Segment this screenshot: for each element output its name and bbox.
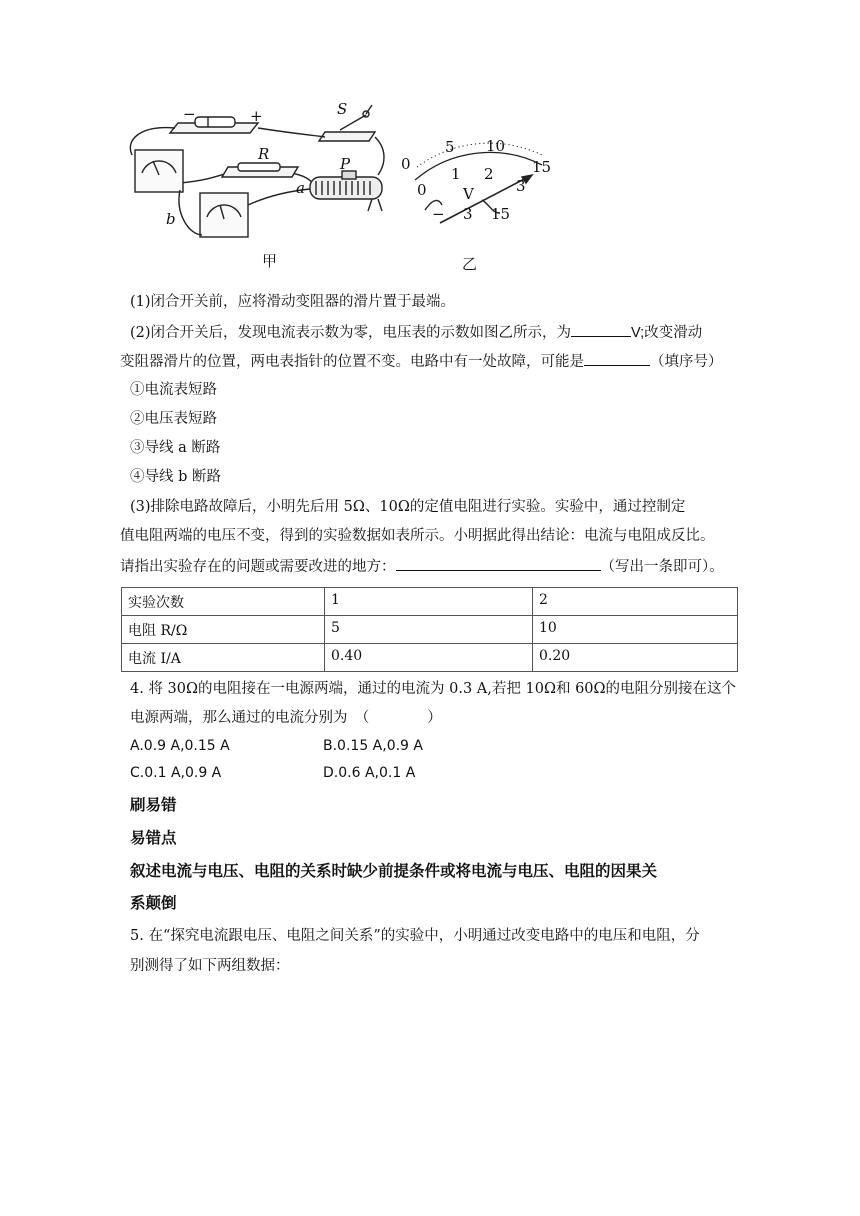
section-heading: 刷易错	[130, 795, 177, 814]
table-cell: 0.40	[325, 644, 533, 672]
scale-bottom-1: 1	[451, 165, 461, 183]
section-subheading: 易错点	[130, 828, 177, 847]
q5-line1: 5. 在“探究电流跟电压、电阻之间关系”的实验中，小明通过改变电路中的电压和电阻，分	[130, 928, 700, 944]
q5-line2: 别测得了如下两组数据：	[130, 958, 290, 974]
q3-part3-text-c: 请指出实验存在的问题或需要改进的地方：	[120, 559, 396, 575]
q4-line1: 4. 将 30Ω的电阻接在一电源两端，通过的电流为 0.3 A,若把 10Ω和 60Ω的电阻分别接在这个	[130, 681, 737, 697]
q3-part3-line1: (3)排除电路故障后，小明先后用 5Ω、10Ω的定值电阻进行实验。实验中，通过控制定	[130, 499, 686, 515]
q3-part3-line2: 值电阻两端的电压不变，得到的实验数据如表所示。小明据此得出结论：电流与电阻成反比。	[120, 528, 715, 544]
choice-c[interactable]: C.0.1 A,0.9 A	[130, 765, 222, 781]
q3-part3-text-d: （写出一条即可）。	[600, 559, 724, 575]
table-row	[122, 644, 738, 672]
q3-part2-text-c: 变阻器滑片的位置，两电表指针的位置不变。电路中有一处故障，可能是	[120, 354, 584, 370]
scale-top-10: 10	[486, 137, 506, 155]
terminal-3: 3	[463, 205, 473, 223]
experiment-data-table	[121, 587, 738, 672]
scale-top-5: 5	[445, 138, 455, 156]
section-topic-line1: 叙述电流与电压、电阻的关系时缺少前提条件或将电流与电压、电阻的因果关	[130, 861, 658, 880]
table-cell: 10	[533, 616, 738, 644]
q3-part1: (1)闭合开关前，应将滑动变阻器的滑片置于最端。	[130, 294, 456, 310]
scale-bottom-3: 3	[516, 177, 526, 195]
battery-minus-label: −	[183, 105, 196, 123]
terminal-minus: −	[432, 205, 445, 223]
q3-part2-text-a: (2)闭合开关后，发现电流表示数为零，电压表的示数如图乙所示，为	[130, 325, 572, 341]
table-row	[122, 588, 738, 616]
option-item: ①电流表短路	[130, 382, 217, 398]
q3-part2-text-d: （填序号）	[650, 354, 723, 370]
section-topic-line2: 系颠倒	[130, 893, 177, 912]
switch-label: S	[337, 100, 348, 118]
q3-part2-line1	[130, 322, 702, 343]
table-cell: 1	[325, 588, 533, 616]
q4-line2: 电源两端，那么通过的电流分别为 （ ）	[130, 710, 442, 726]
figure-jia-label: 甲	[262, 252, 278, 270]
q3-part2-text-b: V;改变滑动	[631, 325, 703, 341]
answer-blank-voltage[interactable]	[571, 322, 631, 337]
slider-label: P	[340, 155, 351, 173]
scale-top-0: 0	[401, 155, 411, 173]
q3-part2-line2	[120, 351, 723, 372]
answer-blank-fault[interactable]	[584, 351, 650, 366]
table-cell: 实验次数	[122, 588, 325, 616]
option-item: ③导线 a 断路	[130, 440, 221, 456]
meter-unit: V	[463, 185, 474, 203]
table-cell: 2	[533, 588, 738, 616]
table-cell: 电阻 R/Ω	[122, 616, 325, 644]
table-cell: 电流 I/A	[122, 644, 325, 672]
choice-a[interactable]: A.0.9 A,0.15 A	[130, 738, 230, 754]
resistor-label: R	[258, 145, 270, 163]
battery-plus-label: +	[250, 107, 263, 125]
circuit-figure	[120, 95, 580, 280]
option-item: ②电压表短路	[130, 411, 217, 427]
figure-yi-label: 乙	[462, 255, 478, 273]
table-cell: 5	[325, 616, 533, 644]
q3-part3-line3	[120, 556, 724, 577]
wire-a-label: a	[296, 179, 305, 197]
scale-top-15: 15	[532, 158, 552, 176]
choice-b[interactable]: B.0.15 A,0.9 A	[323, 738, 423, 754]
option-item: ④导线 b 断路	[130, 469, 221, 485]
table-row	[122, 616, 738, 644]
scale-bottom-0: 0	[417, 181, 427, 199]
wire-b-label: b	[166, 210, 176, 228]
choice-d[interactable]: D.0.6 A,0.1 A	[323, 765, 416, 781]
table-cell: 0.20	[533, 644, 738, 672]
answer-blank-improvement[interactable]	[396, 556, 601, 571]
scale-bottom-2: 2	[484, 165, 494, 183]
terminal-15: 15	[491, 205, 511, 223]
